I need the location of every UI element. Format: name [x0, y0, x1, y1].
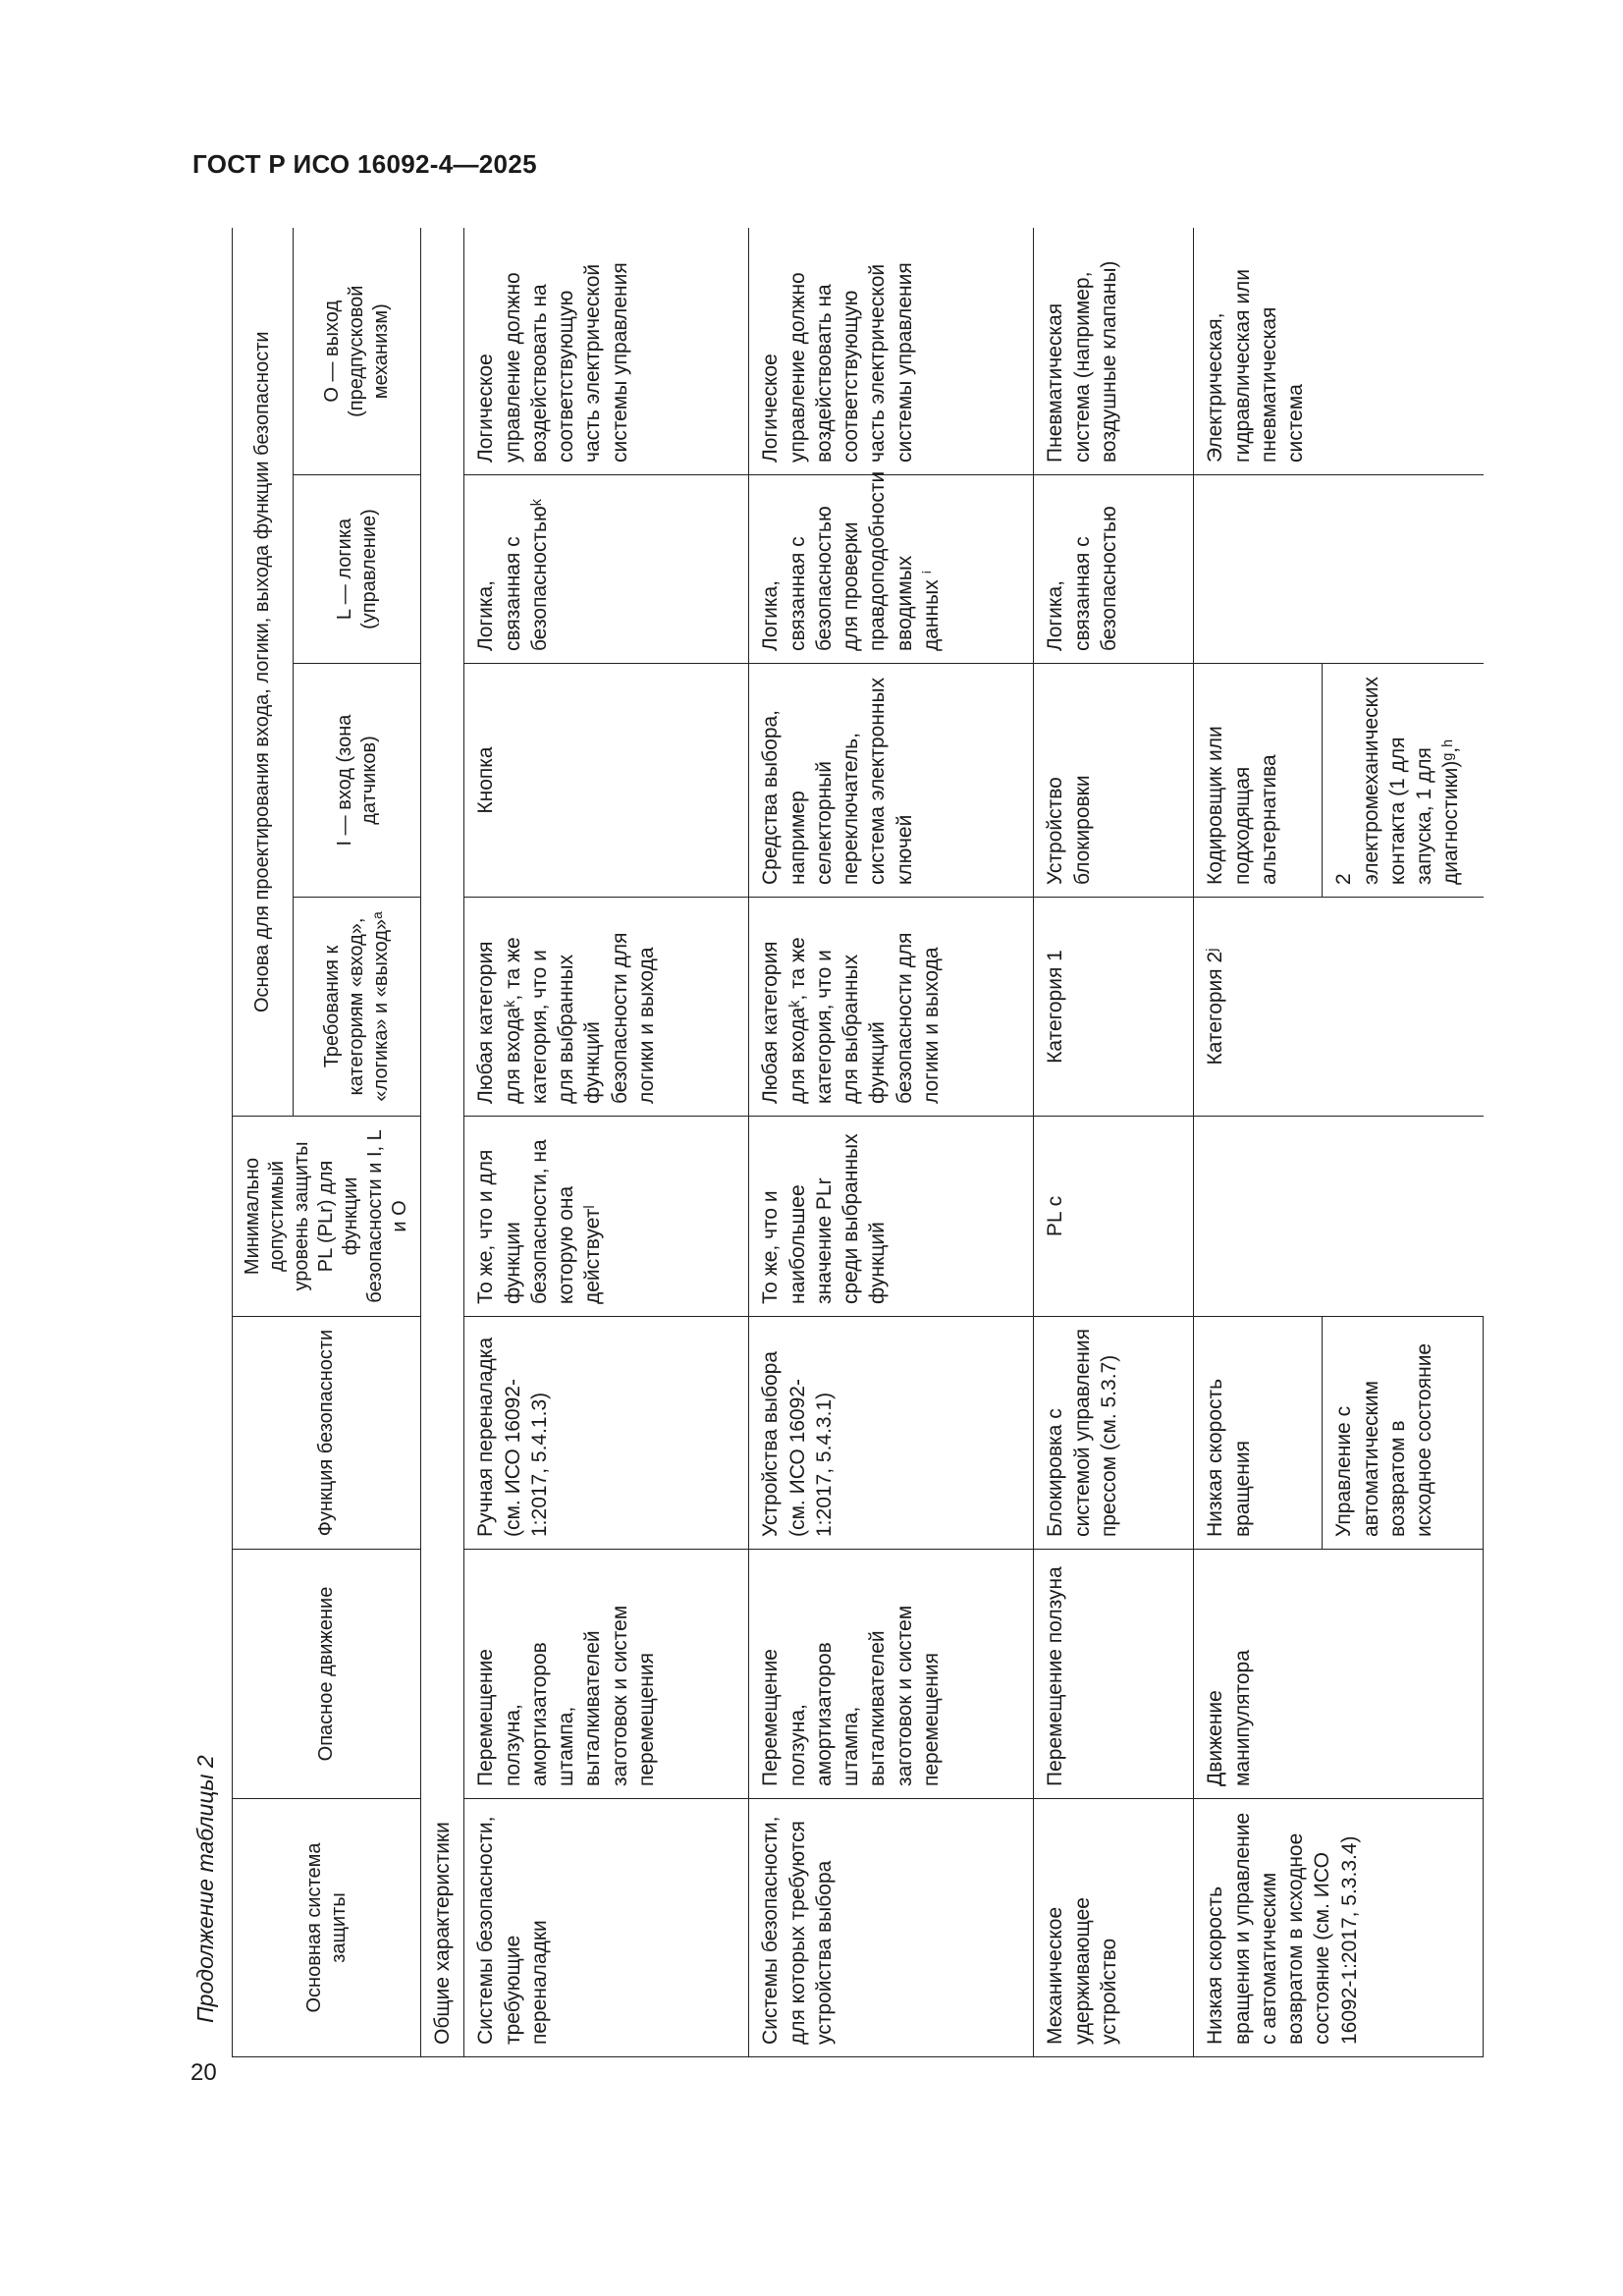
- table-row: [749, 228, 1034, 2056]
- cell-categories: Любая категория для входаᵏ, та же категория, что и для выбранных функций безопасности для логики и выхода: [749, 898, 1034, 1117]
- cell-categories: Категория 2ʲ: [1194, 898, 1484, 1117]
- table-row: [1034, 228, 1194, 2056]
- table-row: [464, 228, 749, 2056]
- requirements-table: [232, 229, 1463, 2057]
- cell-min-pl: PL c: [1034, 1117, 1194, 1317]
- cell-function: Низкая скорость вращения: [1194, 1317, 1323, 1550]
- cell-function: Ручная переналадка (см. ИСО 16092-1:2017, 5.4.1.3): [464, 1317, 749, 1550]
- header-min-pl: Минимально допустимый уровень защиты PL (PLr) для функции безопасности и I, L и O: [233, 1117, 421, 1317]
- table-row: [1194, 228, 1323, 2056]
- cell-system: Низкая скорость вращения и управление с автоматическим возвратом в исходное состояние (см. ИСО 16092-1:2017, 5.3.3.4): [1194, 1799, 1484, 2057]
- cell-system: Системы безопасности, требующие переналадки: [464, 1799, 749, 2057]
- header-basis-group: Основа для проектирования входа, логики, выхода функции безопасности: [233, 228, 294, 1116]
- cell-logic: [1194, 475, 1484, 664]
- cell-input: 2 электромеханических контакта (1 для запуска, 1 для диагностики)ᵍ,ʰ: [1323, 664, 1484, 898]
- header-system: Основная система защиты: [233, 1799, 421, 2057]
- cell-logic: Логика, связанная с безопасностьюᵏ: [464, 475, 749, 664]
- cell-function: Устройства выбора (см. ИСО 16092-1:2017, 5.4.3.1): [749, 1317, 1034, 1550]
- cell-system: Механическое удерживающее устройство: [1034, 1799, 1194, 2057]
- header-categories: Требования к категориям «вход», «логика» и «выход»ᵃ: [294, 898, 421, 1117]
- cell-function: Блокировка с системой управления прессом (см. 5.3.7): [1034, 1317, 1194, 1550]
- section-general: Общие характеристики: [421, 228, 464, 2056]
- header-logic: L — логика (управление): [294, 475, 421, 664]
- cell-categories: Любая категория для входаᵏ, та же категория, что и для выбранных функций безопасности для логики и выхода: [464, 898, 749, 1117]
- cell-output: Логическое управление должно воздействовать на соответствующую часть электрической системы управления: [749, 228, 1034, 474]
- cell-motion: Движение манипулятора: [1194, 1550, 1484, 1799]
- cell-motion: Перемещение ползуна, амортизаторов штампа, выталкивателей заготовок и систем перемещения: [749, 1550, 1034, 1799]
- header-motion: Опасное движение: [233, 1550, 421, 1799]
- cell-input: Кодировщик или подходящая альтернатива: [1194, 664, 1323, 898]
- cell-min-pl: То же, что и для функции безопасности, на которую она действуетˡ: [464, 1117, 749, 1317]
- page-number: 20: [190, 2059, 217, 2086]
- header-function: Функция безопасности: [233, 1317, 421, 1550]
- cell-input: Устройство блокировки: [1034, 664, 1194, 898]
- cell-min-pl: То же, что и наибольшее значение PLr среди выбранных функций: [749, 1117, 1034, 1317]
- cell-input: Средства выбора, например селекторный переключатель, система электронных ключей: [749, 664, 1034, 898]
- cell-output: Пневматическая система (например, воздушные клапаны): [1034, 228, 1194, 474]
- cell-motion: Перемещение ползуна: [1034, 1550, 1194, 1799]
- header-output: O — выход (предпусковой механизм): [294, 228, 421, 474]
- cell-system: Системы безопасности, для которых требуются устройства выбора: [749, 1799, 1034, 2057]
- cell-motion: Перемещение ползуна, амортизаторов штампа, выталкивателей заготовок и систем перемещения: [464, 1550, 749, 1799]
- cell-logic: Логика, связанная с безопасностью для проверки правдоподобности вводимых данных ⁱ: [749, 475, 1034, 664]
- cell-input: Кнопка: [464, 664, 749, 898]
- header-input: I — вход (зона датчиков): [294, 664, 421, 898]
- table-continuation-label: Продолжение таблицы 2: [192, 1755, 218, 2023]
- cell-categories: Категория 1: [1034, 898, 1194, 1117]
- cell-output: Электрическая, гидравлическая или пневматическая система: [1194, 228, 1484, 474]
- cell-function: Управление с автоматическим возвратом в исходное состояние: [1323, 1317, 1484, 1550]
- cell-output: Логическое управление должно воздействовать на соответствующую часть электрической системы управления: [464, 228, 749, 474]
- document-title: ГОСТ Р ИСО 16092-4—2025: [192, 149, 537, 179]
- cell-logic: Логика, связанная с безопасностью: [1034, 475, 1194, 664]
- cell-min-pl: [1194, 1117, 1484, 1317]
